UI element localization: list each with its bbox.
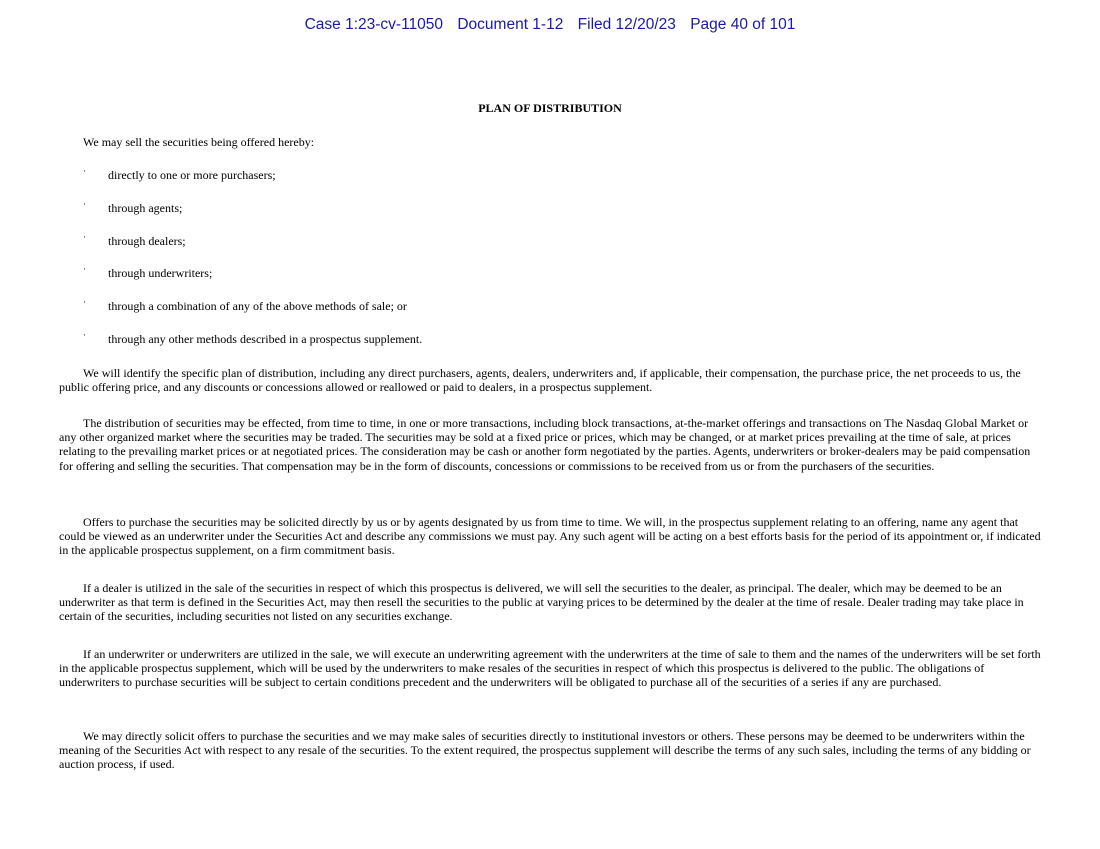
paragraph: If an underwriter or underwriters are utilized in the sale, we will execute an underwriting agreement with the underwriters at the time of sale to them and the names of the underwriters will be set forth in the applicable prospectus supplement, which will be used by the underwriters to make resales of the securities in respect of which this prospectus is delivered to the public. The obligations of underwriters to purchase securities will be subject to certain conditions precedent and the underwriters will be obligated to purchase all of the securities of a series if any are purchased. — [59, 647, 1041, 690]
intro-text: We may sell the securities being offered hereby: — [83, 135, 315, 149]
page-number: Page 40 of 101 — [690, 16, 796, 33]
bullet-marker: · — [83, 232, 86, 242]
case-number: Case 1:23-cv-11050 — [304, 16, 444, 33]
bullet-marker: · — [83, 264, 86, 274]
case-header — [0, 16, 1100, 34]
bullet-text: through underwriters; — [108, 266, 213, 280]
bullet-marker: · — [83, 199, 86, 209]
paragraph: If a dealer is utilized in the sale of the securities in respect of which this prospectus is delivered, we will sell the securities to the dealer, as principal. The dealer, which may be deemed to be an underwriter as that term is defined in the Securities Act, may then resell the securities to the public at varying prices to be determined by the dealer at the time of resale. Dealer trading may take place in certain of the securities, including securities not listed on any securities exchange. — [59, 581, 1024, 624]
bullet-marker: · — [83, 297, 86, 307]
section-title: PLAN OF DISTRIBUTION — [478, 101, 622, 115]
paragraph: We may directly solicit offers to purchase the securities and we may make sales of securities directly to institutional investors or others. These persons may be deemed to be underwriters within the meaning of the Securities Act with respect to any resale of the securities. To the extent required, the prospectus supplement will describe the terms of any such sales, including the terms of any bidding or auction process, if used. — [59, 729, 1031, 772]
bullet-text: through a combination of any of the above methods of sale; or — [108, 299, 407, 313]
paragraph: Offers to purchase the securities may be solicited directly by us or by agents designated by us from time to time. We will, in the prospectus supplement relating to an offering, name any agent that could be viewed as an underwriter under the Securities Act and describe any commissions we must pay. Any such agent will be acting on a best efforts basis for the period of its appointment or, if indicated in the applicable prospectus supplement, on a firm commitment basis. — [59, 515, 1041, 558]
paragraph: We will identify the specific plan of distribution, including any direct purchasers, agents, dealers, underwriters and, if applicable, their compensation, the purchase price, the net proceeds to us, the public offering price, and any discounts or concessions allowed or reallowed or paid to dealers, in a prospectus supplement. — [59, 366, 1021, 395]
bullet-text: through agents; — [108, 201, 183, 215]
document-number: Document 1-12 — [457, 16, 564, 33]
bullet-text: through dealers; — [108, 234, 186, 248]
paragraph: The distribution of securities may be effected, from time to time, in one or more transactions, including block transactions, at-the-market offerings and transactions on The Nasdaq Global Market or any other organized market where the securities may be traded. The securities may be sold at a fixed price or prices, which may be changed, or at market prices prevailing at the time of sale, at prices relating to the prevailing market prices or at negotiated prices. The consideration may be cash or another form negotiated by the parties. Agents, underwriters or broker-dealers may be paid compensation for offering and selling the securities. That compensation may be in the form of discounts, concessions or commissions to be received from us or from the purchasers of the securities. — [59, 416, 1031, 473]
bullet-text: through any other methods described in a prospectus supplement. — [108, 332, 423, 346]
bullet-text: directly to one or more purchasers; — [108, 168, 276, 182]
bullet-marker: · — [83, 330, 86, 340]
bullet-marker: · — [83, 166, 86, 176]
filed-date: Filed 12/20/23 — [577, 16, 676, 33]
